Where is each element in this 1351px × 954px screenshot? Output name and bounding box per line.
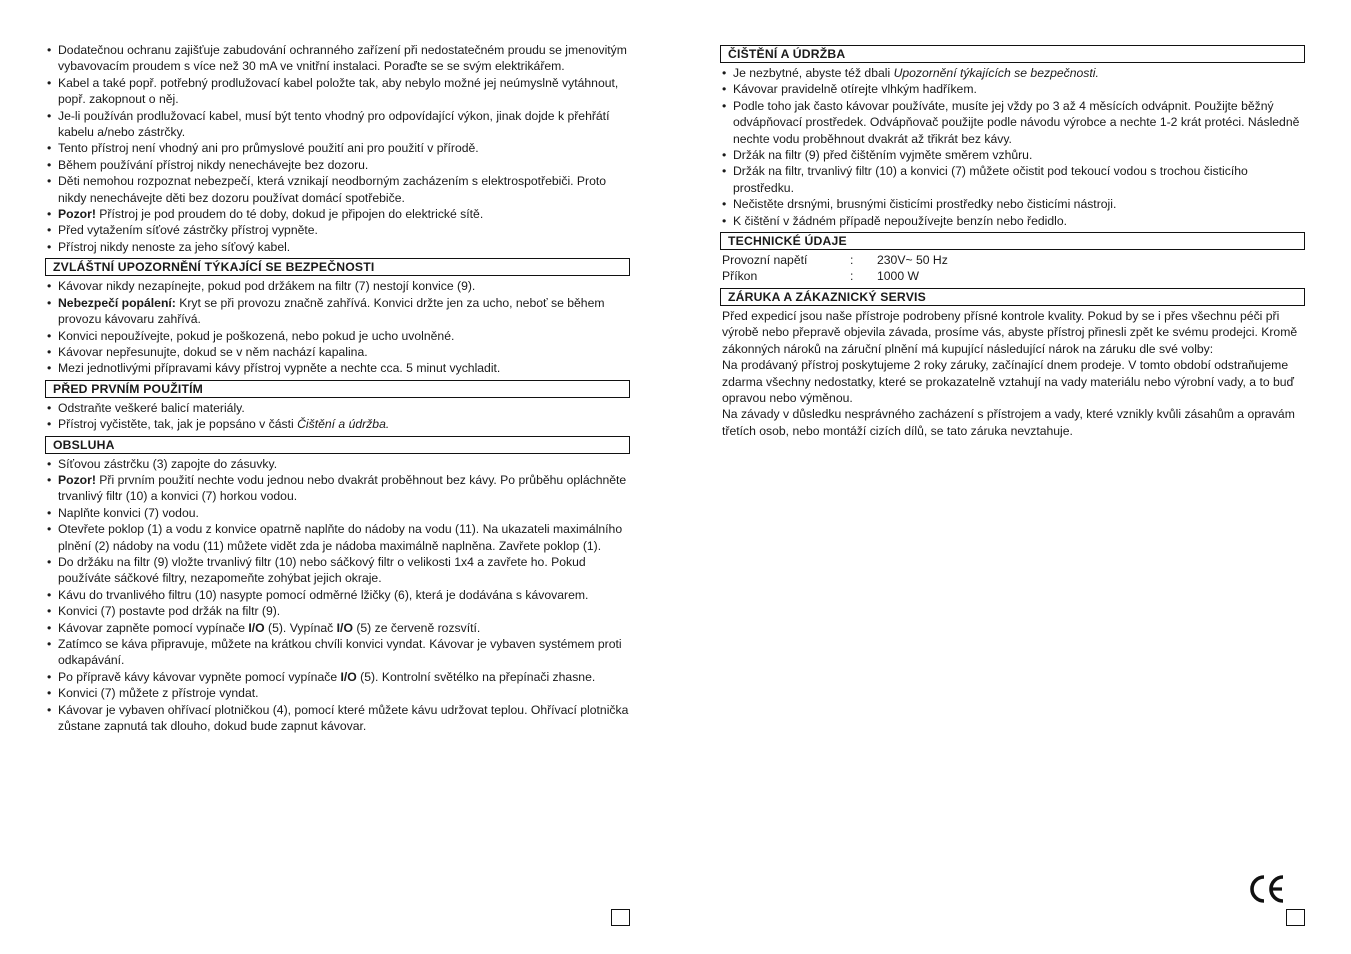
section-heading-first-use: PŘED PRVNÍM POUŽITÍM — [45, 380, 630, 398]
list-item: • Nečistěte drsnými, brusnými čisticími prostředky nebo čisticími nástroji. — [720, 196, 1305, 212]
first-use-list — [45, 400, 630, 433]
list-item: • Kávovar nepřesunujte, dokud se v něm nachází kapalina. — [45, 344, 630, 360]
cross-reference: Čištění a údržba. — [297, 417, 390, 432]
spec-separator: : — [850, 269, 854, 284]
section-heading-special-safety: ZVLÁŠTNÍ UPOZORNĚNÍ TÝKAJÍCÍ SE BEZPEČNOSTI — [45, 258, 630, 276]
section-heading-cleaning: ČIŠTĚNÍ A ÚDRŽBA — [720, 45, 1305, 63]
paragraph: Na závady v důsledku nesprávného zacházení s přístrojem a vady, které vznikly kvůli zásahům a opravám třetích osob, nebo montáží cizích dílů, se tato záruka nevztahuje. — [722, 407, 1295, 438]
list-item: • Kávu do trvanlivého filtru (10) nasypte pomocí odměrné lžičky (6), která je dodávána s kávovarem. — [45, 587, 630, 603]
list-item: • Kabel a také popř. potřebný prodlužovací kabel položte tak, aby nebylo možné jej neúmyslně vytáhnout, popř. zakopnout o něj. — [45, 75, 630, 108]
list-item: • Je-li používán prodlužovací kabel, musí být tento vhodný pro odpovídající výkon, jinak dojde k přehřátí kabelu a/nebo zástrčky. — [45, 108, 630, 141]
right-column — [720, 45, 1305, 439]
special-safety-list — [45, 278, 630, 376]
warning-text: Při prvním použití nechte vodu jednou nebo dvakrát proběhnout bez kávy. Po průběhu opláchněte trvanlivý filtr (10) a konvici (7) horkou vodou. — [58, 472, 627, 504]
list-item: • Děti nemohou rozpoznat nebezpečí, která vznikají neodborným zacházením s elektrospotřebiči. Proto nikdy nenechávejte děti bez dozoru používat domácí spotřebiče. — [45, 173, 630, 206]
item-text: Je nezbytné, abyste též dbali — [733, 66, 894, 80]
spec-name: Příkon — [722, 269, 758, 284]
item-text: Po přípravě kávy kávovar vypněte pomocí vypínače — [58, 669, 341, 684]
list-item: • Během používání přístroj nikdy nenechávejte bez dozoru. — [45, 157, 630, 173]
warning-label: Nebezpečí popálení: — [58, 295, 176, 310]
switch-label: I/O — [248, 620, 265, 635]
list-item: • Konvici (7) postavte pod držák na filtr (9). — [45, 603, 630, 619]
list-item: • Držák na filtr (9) před čištěním vyjměte směrem vzhůru. — [720, 147, 1305, 163]
table-row — [720, 268, 1305, 284]
list-item — [45, 295, 630, 328]
technical-data-table — [720, 252, 1305, 285]
list-item: • Před vytažením síťové zástrčky přístroj vypněte. — [45, 222, 630, 238]
spec-value: 1000 W — [877, 269, 920, 284]
list-item: • Konvici nepoužívejte, pokud je poškozená, nebo pokud je ucho uvolněné. — [45, 328, 630, 344]
item-text: Přístroj vyčistěte, tak, jak je popsáno v části — [58, 417, 298, 432]
section-heading-operation: OBSLUHA — [45, 436, 630, 454]
item-text: (5) ze červeně rozsvítí. — [352, 620, 481, 635]
item-text: (5). Kontrolní světélko na přepínači zhasne. — [356, 669, 596, 684]
list-item: • Dodatečnou ochranu zajišťuje zabudování ochranného zařízení při nedostatečném proudu se jmenovitým vybavovacím proudem s více než 30 mA ve vnitřní instalaci. Poraďte se se svým elektrikářem. — [45, 42, 630, 75]
list-item — [45, 206, 630, 222]
spec-value: 230V~ 50 Hz — [877, 253, 948, 268]
list-item: • Konvici (7) můžete z přístroje vyndat. — [45, 685, 630, 701]
list-item: • Naplňte konvici (7) vodou. — [45, 505, 630, 521]
list-item: • Držák na filtr, trvanlivý filtr (10) a konvici (7) můžete očistit pod tekoucí vodou s trochou čisticího prostředku. — [720, 163, 1305, 196]
left-column — [45, 42, 630, 734]
cleaning-list — [720, 65, 1305, 229]
list-item — [720, 65, 1305, 81]
list-item: • Kávovar nikdy nezapínejte, pokud pod držákem na filtr (7) nestojí konvice (9). — [45, 278, 630, 294]
list-item: • Podle toho jak často kávovar používáte, musíte jej vždy po 3 až 4 měsících odvápnit. Použijte běžný odvápňovací prostředek. Odvápňovač použijte podle návodu výrobce a nechte 1-2 krát protéci. Následně nechte vodu proběhnout dvakrát až třikrát bez kávy. — [720, 98, 1305, 147]
list-item: • Síťovou zástrčku (3) zapojte do zásuvky. — [45, 456, 630, 472]
section-heading-warranty: ZÁRUKA A ZÁKAZNICKÝ SERVIS — [720, 288, 1305, 306]
list-item — [45, 472, 630, 505]
page-number-box-right — [1286, 909, 1305, 926]
section-heading-technical-data: TECHNICKÉ ÚDAJE — [720, 232, 1305, 250]
list-item: • Přístroj nikdy nenoste za jeho síťový kabel. — [45, 239, 630, 255]
item-text: (5). Vypínač — [264, 620, 337, 635]
switch-label: I/O — [336, 620, 353, 635]
warning-label: Pozor! — [58, 472, 96, 487]
warning-text: Kryt se při provozu značně zahřívá. Konvici držte jen za ucho, neboť se během provozu kávovaru zahřívá. — [58, 295, 605, 327]
list-item: • Tento přístroj není vhodný ani pro průmyslové použití ani pro použití v přírodě. — [45, 140, 630, 156]
switch-label: I/O — [340, 669, 357, 684]
spec-separator: : — [850, 253, 854, 268]
list-item: • Mezi jednotlivými přípravami kávy přístroj vypněte a nechte cca. 5 minut vychladit. — [45, 360, 630, 376]
list-item — [45, 620, 630, 636]
list-item: • Zatímco se káva připravuje, můžete na krátkou chvíli konvici vyndat. Kávovar je vybaven systémem proti odkapávání. — [45, 636, 630, 669]
warning-text: Přístroj je pod proudem do té doby, dokud je připojen do elektrické sítě. — [95, 207, 484, 222]
list-item: • Kávovar pravidelně otírejte vlhkým hadříkem. — [720, 81, 1305, 97]
list-item — [45, 416, 630, 432]
list-item: • K čištění v žádném případě nepoužívejte benzín nebo ředidlo. — [720, 213, 1305, 229]
item-text: Kávovar zapněte pomocí vypínače — [58, 620, 249, 635]
list-item — [45, 669, 630, 685]
ce-mark-icon — [1249, 873, 1289, 905]
paragraph: Před expedicí jsou naše přístroje podrobeny přísné kontrole kvality. Pokud by se i přes všechnu péči při výrobě nebo přepravě objevila závada, prosíme vás, abyste přístroj přinesli zpět ke svému prodejci. Kromě zákonných nároků na záruční plnění má kupující následující nárok na záruku dle své volby: — [722, 308, 1298, 356]
paragraph: Na prodávaný přístroj poskytujeme 2 roky záruky, začínající dnem prodeje. V tomto období odstraňujeme zdarma všechny nedostatky, které se prokazatelně vztahují na vady materiálu nebo výrobní vady, a to buď opravou nebo výměnou. — [722, 358, 1295, 405]
cross-reference: Upozornění týkajících se bezpečnosti. — [893, 66, 1099, 80]
page-number-box-left — [611, 909, 630, 926]
list-item: • Do držáku na filtr (9) vložte trvanlivý filtr (10) nebo sáčkový filtr o velikosti 1x4 a zavřete ho. Pokud používáte sáčkové filtry, nezapomeňte zohýbat jejich okraje. — [45, 554, 630, 587]
warning-label: Pozor! — [58, 207, 96, 222]
operation-list — [45, 456, 630, 735]
table-row — [720, 252, 1305, 268]
safety-list — [45, 42, 630, 255]
list-item: • Kávovar je vybaven ohřívací plotničkou (4), pomocí které můžete kávu udržovat teplou. Ohřívací plotnička zůstane zapnutá tak dlouho, dokud bude zapnut kávovar. — [45, 702, 630, 735]
list-item: • Odstraňte veškeré balicí materiály. — [45, 400, 630, 416]
spec-name: Provozní napětí — [722, 253, 808, 268]
warranty-text — [720, 308, 1305, 439]
list-item: • Otevřete poklop (1) a vodu z konvice opatrně naplňte do nádoby na vodu (11). Na ukazateli maximálního plnění (2) nádoby na vodu (11) můžete vidět zda je nádoba maximálně naplněna. Zavřete poklop (1). — [45, 521, 630, 554]
